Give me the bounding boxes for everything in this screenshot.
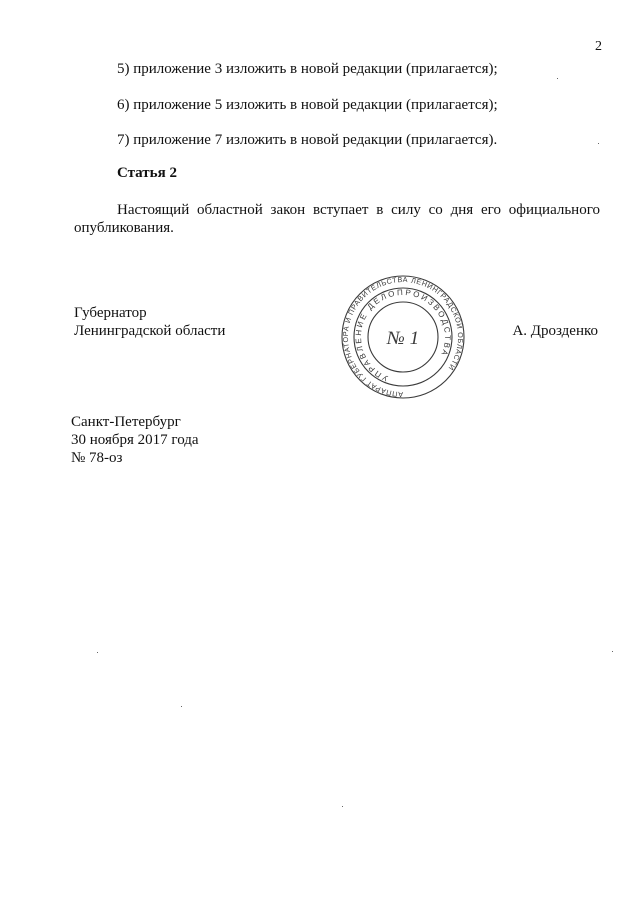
- scan-speck: [97, 652, 98, 653]
- scan-speck: [181, 706, 182, 707]
- date: 30 ноября 2017 года: [71, 432, 199, 448]
- scan-speck: [342, 806, 343, 807]
- place: Санкт-Петербург: [71, 414, 181, 430]
- signatory-title-line: Ленинградской области: [74, 323, 226, 339]
- stamp-outer-text: АППАРАТ ГУБЕРНАТОРА И ПРАВИТЕЛЬСТВА ЛЕНИНГРАДСКОЙ ОБЛАСТИ: [340, 274, 466, 400]
- scan-speck: [598, 143, 599, 144]
- law-number: № 78-оз: [71, 450, 123, 466]
- page-number: 2: [595, 39, 602, 54]
- signatory-title-line: Губернатор: [74, 305, 147, 321]
- signatory-name: А. Дрозденко: [512, 323, 598, 339]
- official-stamp: [340, 274, 466, 400]
- stamp-number: № 1: [386, 328, 420, 349]
- list-item: 5) приложение 3 изложить в новой редакции (прилагается);: [117, 61, 498, 77]
- stamp-inner-text: УПРАВЛЕНИЕ ДЕЛОПРОИЗВОДСТВА: [353, 287, 453, 383]
- article-text: Настоящий областной закон вступает в силу со дня его официального опубликования.: [74, 202, 600, 236]
- signatory-title: [74, 304, 225, 340]
- scan-speck: [557, 78, 558, 79]
- article-heading: Статья 2: [117, 165, 177, 181]
- scan-speck: [612, 651, 613, 652]
- list-item: 6) приложение 5 изложить в новой редакции (прилагается);: [117, 97, 498, 113]
- place-date-block: [71, 413, 199, 467]
- list-item: 7) приложение 7 изложить в новой редакции (прилагается).: [117, 132, 498, 148]
